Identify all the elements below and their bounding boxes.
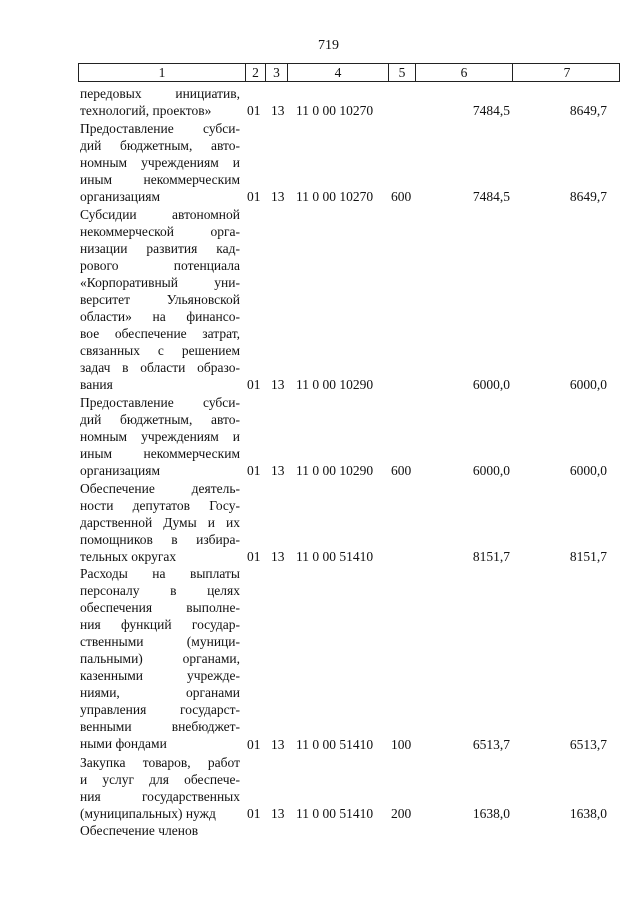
description-line: ниями, органами (80, 685, 240, 701)
cell-target-article: 11 0 00 10290 (296, 377, 374, 393)
description-line: Предоставление субси- (80, 120, 240, 136)
cell-subsection: 13 (271, 377, 285, 393)
description-line: ными фондами (80, 736, 167, 752)
cell-amount-year-2: 1638,0 (569, 805, 607, 821)
row-description (80, 480, 240, 565)
description-line: управления государст- (80, 702, 240, 718)
description-line: дарственной Думы и их (80, 514, 240, 530)
description-line: Обеспечение деятель- (80, 480, 240, 496)
description-line: Предоставление субси- (80, 394, 240, 410)
description-line: ния государственных (80, 788, 240, 804)
page-number: 719 (318, 38, 339, 53)
cell-amount-year-1: 8151,7 (472, 548, 510, 564)
description-line: низации развития кад- (80, 240, 240, 256)
cell-subsection: 13 (271, 548, 285, 564)
header-col-2: 2 (252, 65, 259, 80)
description-line: тельных округах (80, 548, 177, 564)
cell-amount-year-2: 8649,7 (569, 188, 607, 204)
row-description (80, 206, 240, 393)
cell-amount-year-2: 8151,7 (569, 548, 607, 564)
description-line: иным некоммерческим (80, 171, 240, 187)
cell-amount-year-1: 7484,5 (472, 188, 510, 204)
cell-section: 01 (247, 188, 261, 204)
description-line: рового потенциала (80, 257, 240, 273)
description-line: дий бюджетным, авто- (80, 137, 240, 153)
cell-amount-year-1: 6513,7 (472, 736, 510, 752)
description-line: казенными учрежде- (80, 668, 240, 684)
description-line: иным некоммерческим (80, 445, 240, 461)
cell-target-article: 11 0 00 10270 (296, 103, 374, 119)
description-line: задач в области образо- (80, 359, 240, 375)
row-description (80, 394, 240, 479)
header-col-1: 1 (158, 65, 166, 80)
description-line: вое обеспечение затрат, (80, 325, 240, 341)
description-line: и услуг для обеспече- (80, 771, 240, 787)
description-line: организациям (80, 462, 161, 478)
row-description (80, 822, 240, 839)
cell-section: 01 (247, 736, 261, 752)
description-line: помощников в избира- (80, 531, 240, 547)
description-line: дий бюджетным, авто- (80, 411, 240, 427)
description-line: номным учреждениям и (80, 154, 240, 170)
row-description (80, 565, 240, 752)
description-line: Обеспечение членов (80, 823, 199, 839)
description-line: Расходы на выплаты (80, 566, 240, 582)
description-line: пальными) органами, (80, 651, 240, 667)
cell-amount-year-2: 6000,0 (569, 462, 607, 478)
cell-expense-type: 600 (391, 188, 412, 204)
description-line: «Корпоративный уни- (80, 274, 240, 290)
description-line: организациям (80, 188, 161, 204)
cell-subsection: 13 (271, 462, 285, 478)
cell-amount-year-2: 6513,7 (569, 736, 607, 752)
row-description (80, 120, 240, 205)
row-description (80, 85, 240, 119)
cell-subsection: 13 (271, 736, 285, 752)
cell-target-article: 11 0 00 10290 (296, 462, 374, 478)
description-line: Субсидии автономной (80, 206, 240, 222)
cell-amount-year-1: 7484,5 (472, 103, 510, 119)
cell-section: 01 (247, 548, 261, 564)
cell-expense-type: 600 (391, 462, 412, 478)
cell-subsection: 13 (271, 103, 285, 119)
cell-section: 01 (247, 805, 261, 821)
table-header (78, 63, 620, 82)
cell-subsection: 13 (271, 805, 285, 821)
header-col-4: 4 (334, 65, 342, 80)
cell-section: 01 (247, 462, 261, 478)
cell-expense-type: 100 (391, 736, 412, 752)
cell-section: 01 (247, 377, 261, 393)
header-col-5: 5 (398, 65, 406, 80)
description-line: ственными (муници- (80, 634, 240, 650)
description-line: верситет Ульяновской (80, 291, 240, 307)
cell-section: 01 (247, 103, 261, 119)
description-line: области» на финансо- (80, 308, 240, 324)
description-line: венными внебюджет- (80, 719, 240, 735)
description-line: вания (80, 376, 113, 392)
cell-amount-year-1: 6000,0 (472, 377, 510, 393)
description-line: Закупка товаров, работ (80, 754, 240, 770)
cell-subsection: 13 (271, 188, 285, 204)
header-col-6: 6 (460, 65, 468, 80)
description-line: связанных с решением (80, 342, 240, 358)
cell-amount-year-2: 8649,7 (569, 103, 607, 119)
row-description (80, 754, 240, 822)
cell-target-article: 11 0 00 51410 (296, 805, 374, 821)
description-line: ности депутатов Госу- (80, 497, 240, 513)
description-line: технологий, проектов» (80, 103, 212, 118)
cell-amount-year-2: 6000,0 (569, 377, 607, 393)
cell-amount-year-1: 6000,0 (472, 462, 510, 478)
description-line: (муниципальных) нужд (80, 805, 216, 821)
description-line: обеспечения выполне- (80, 600, 240, 616)
cell-target-article: 11 0 00 10270 (296, 188, 374, 204)
description-line: некоммерческой орга- (80, 223, 240, 239)
header-col-3: 3 (273, 65, 280, 80)
description-line: ния функций государ- (80, 617, 240, 633)
cell-target-article: 11 0 00 51410 (296, 736, 374, 752)
cell-target-article: 11 0 00 51410 (296, 548, 374, 564)
cell-amount-year-1: 1638,0 (472, 805, 510, 821)
cell-expense-type: 200 (391, 805, 412, 821)
description-line: номным учреждениям и (80, 428, 240, 444)
description-line: передовых инициатив, (80, 86, 240, 101)
header-col-7: 7 (563, 65, 571, 80)
description-line: персоналу в целях (80, 583, 240, 599)
